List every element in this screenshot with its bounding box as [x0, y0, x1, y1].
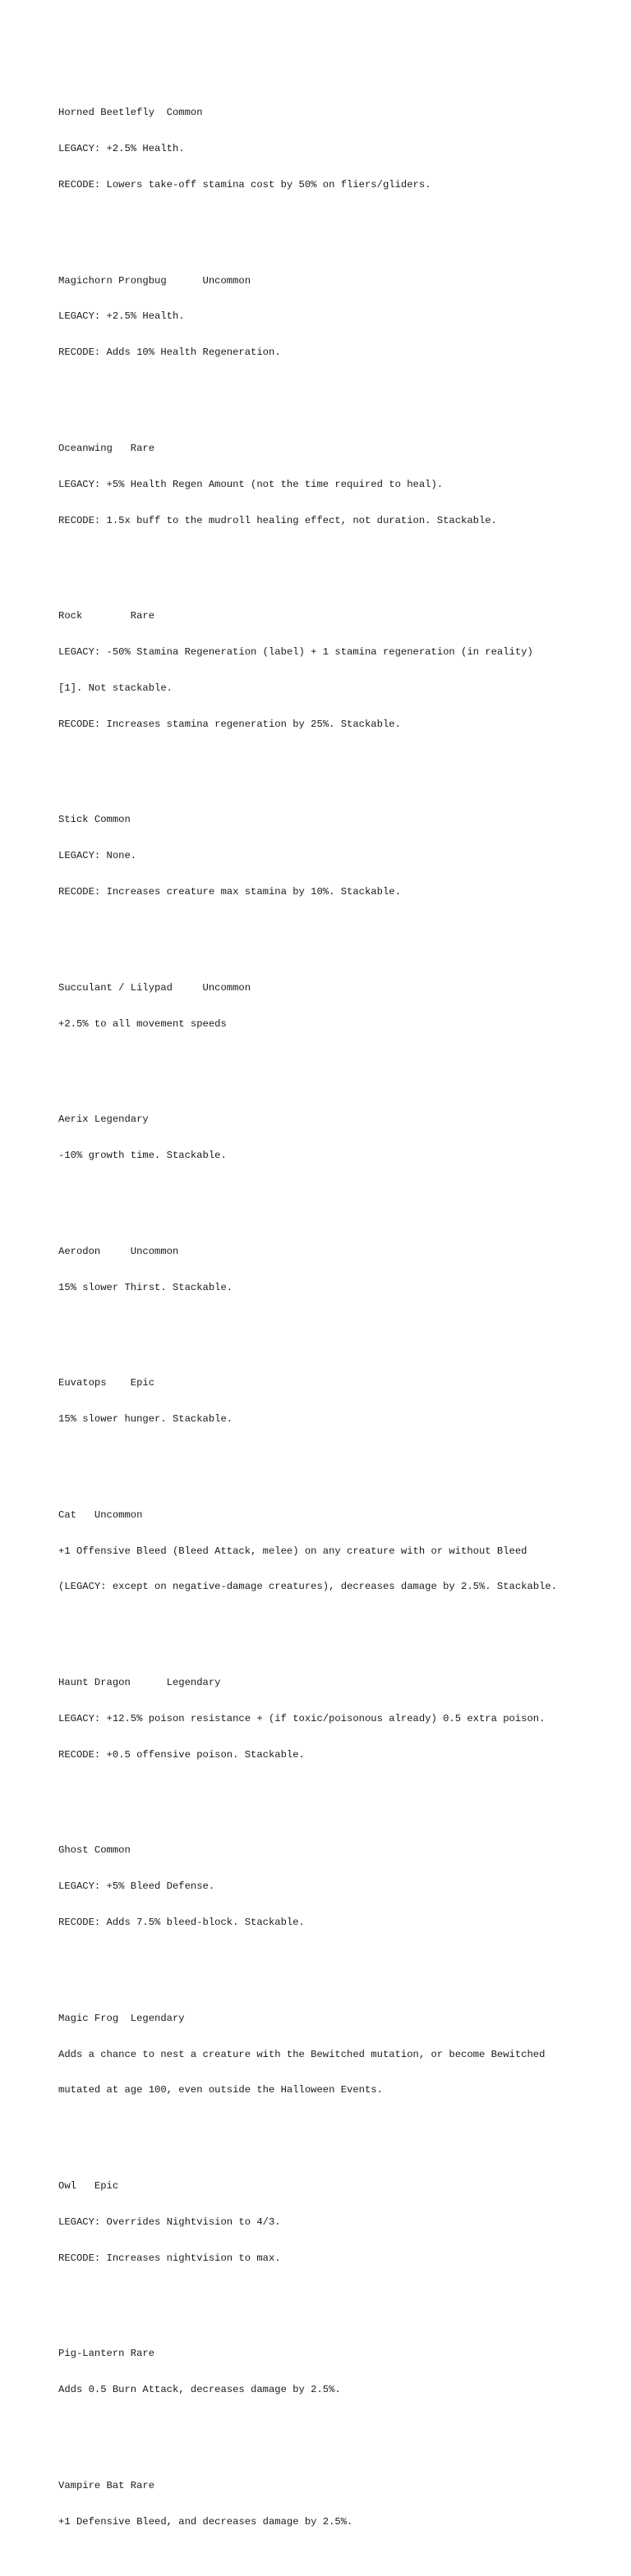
entry-line: +1 Defensive Bleed, and decreases damage by 2.5%. — [58, 2515, 353, 2528]
entry-line: +2.5% to all movement speeds — [58, 1017, 227, 1030]
entry-title: Ghost Common — [58, 1844, 131, 1857]
entry-line: RECODE: Increases stamina regeneration by 25%. Stackable. — [58, 718, 401, 730]
entry-line: RECODE: Adds 7.5% bleed-block. Stackable. — [58, 1917, 305, 1929]
entry-line: RECODE: Adds 10% Health Regeneration. — [58, 347, 281, 359]
entry-line: RECODE: 1.5x buff to the mudroll healing effect, not duration. Stackable. — [58, 514, 497, 526]
entry-haunt-dragon — [58, 1653, 601, 1785]
entry-magic-frog — [58, 1989, 601, 2121]
entry-stick — [58, 790, 601, 922]
entry-title: Aerodon Uncommon — [58, 1245, 179, 1257]
entry-pig-lantern — [58, 2324, 601, 2420]
entry-line: 15% slower hunger. Stackable. — [58, 1413, 233, 1426]
entry-ghost — [58, 1821, 601, 1953]
entry-title: Owl Epic — [58, 2180, 119, 2193]
entry-line: LEGACY: +5% Health Regen Amount (not the time required to heal). — [58, 478, 444, 490]
entry-title: Horned Beetlefly Common — [58, 107, 203, 119]
entry-line: RECODE: +0.5 offensive poison. Stackable. — [58, 1748, 305, 1761]
entry-line: RECODE: Lowers take-off stamina cost by 50% on fliers/gliders. — [58, 178, 431, 191]
entry-title: Stick Common — [58, 814, 131, 826]
entry-line: RECODE: Increases nightvision to max. — [58, 2252, 281, 2264]
entry-title: Cat Uncommon — [58, 1508, 143, 1521]
entry-title: Haunt Dragon Legendary — [58, 1677, 221, 1689]
entry-line: RECODE: Increases creature max stamina by 10%. Stackable. — [58, 885, 401, 898]
entry-line: LEGACY: +12.5% poison resistance + (if toxic/poisonous already) 0.5 extra poison. — [58, 1712, 546, 1724]
entry-line: +1 Offensive Bleed (Bleed Attack, melee) on any creature with or without Bleed — [58, 1545, 527, 1557]
entry-line: LEGACY: None. — [58, 850, 137, 862]
entry-aerodon — [58, 1222, 601, 1318]
entry-title: Euvatops Epic — [58, 1377, 155, 1389]
entry-line: LEGACY: -50% Stamina Regeneration (label) + 1 stamina regeneration (in reality) — [58, 646, 533, 659]
entry-title: Rock Rare — [58, 610, 155, 622]
entry-horned-beetlefly — [58, 83, 601, 215]
entry-line: [1]. Not stackable. — [58, 682, 173, 694]
entry-title: Oceanwing Rare — [58, 443, 155, 454]
entry-owl — [58, 2156, 601, 2289]
entry-line: mutated at age 100, even outside the Halloween Events. — [58, 2084, 383, 2096]
entry-line: Adds 0.5 Burn Attack, decreases damage by 2.5%. — [58, 2384, 341, 2396]
entry-cat — [58, 1485, 601, 1618]
entry-title: Magic Frog Legendary — [58, 2012, 185, 2024]
entry-succulant-lilypad — [58, 958, 601, 1054]
entry-line: Adds a chance to nest a creature with the Bewitched mutation, or become Bewitched — [58, 2048, 546, 2060]
entry-title: Aerix Legendary — [58, 1114, 149, 1126]
entry-title: Pig-Lantern Rare — [58, 2348, 155, 2360]
entry-line: LEGACY: +2.5% Health. — [58, 143, 185, 155]
entry-line: LEGACY: +2.5% Health. — [58, 310, 185, 323]
entry-vampire-bat — [58, 2456, 601, 2552]
entry-rock — [58, 586, 601, 754]
entry-line: (LEGACY: except on negative-damage creatures), decreases damage by 2.5%. Stackable. — [58, 1581, 558, 1593]
entry-line: -10% growth time. Stackable. — [58, 1150, 227, 1162]
entry-oceanwing — [58, 419, 601, 551]
entry-euvatops — [58, 1353, 601, 1449]
entry-line: 15% slower Thirst. Stackable. — [58, 1281, 233, 1293]
entry-aerix — [58, 1090, 601, 1186]
entry-line: LEGACY: Overrides Nightvision to 4/3. — [58, 2216, 281, 2228]
entry-title: Succulant / Lilypad Uncommon — [58, 981, 251, 994]
entry-title: Vampire Bat Rare — [58, 2479, 155, 2491]
entry-title: Magichorn Prongbug Uncommon — [58, 274, 251, 287]
entry-magichorn-prongbug — [58, 251, 601, 383]
entry-line: LEGACY: +5% Bleed Defense. — [58, 1880, 215, 1893]
document-page — [58, 59, 601, 2576]
